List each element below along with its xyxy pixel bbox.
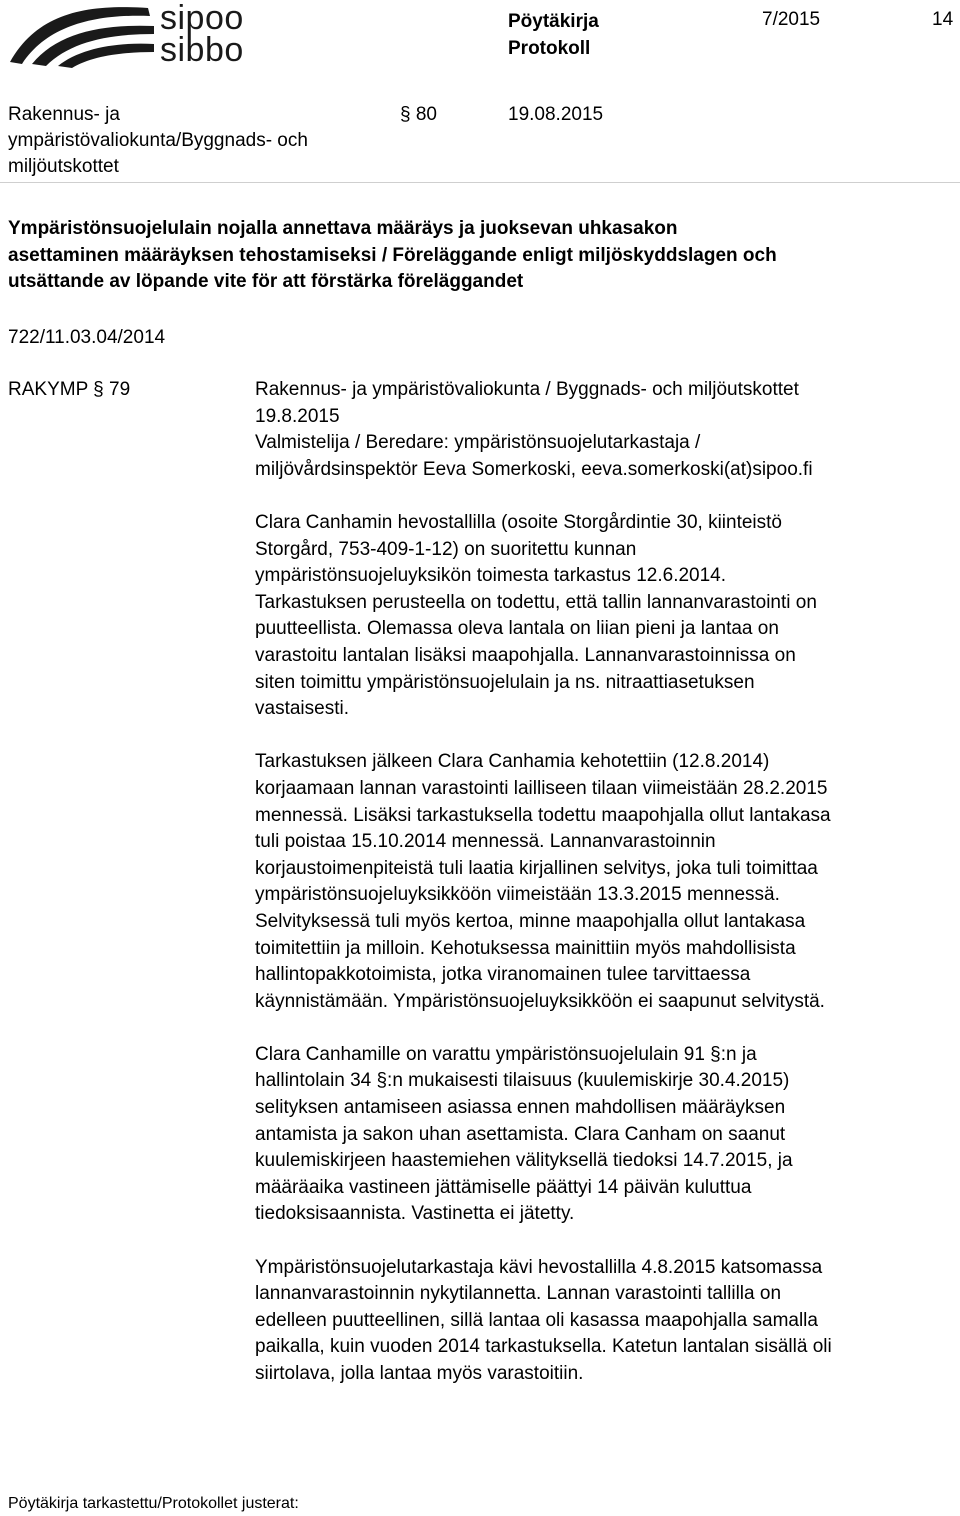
previous-handling-label: RAKYMP § 79 [8, 379, 131, 400]
meeting-organ [8, 102, 388, 180]
document-number: 7/2015 [762, 9, 821, 30]
document-type [508, 8, 599, 62]
p1-line: ympäristönsuojeluyksikön toimesta tarkastus 12.6.2014. [255, 565, 727, 587]
p3-line: Clara Canhamille on varattu ympäristönsuojelulain 91 §:n ja [255, 1043, 757, 1065]
item-body [255, 510, 960, 1414]
title-line-1: Ympäristönsuojelulain nojalla annettava määräys ja juoksevan uhkasakon [8, 218, 678, 239]
organ-line-3: miljöutskottet [8, 156, 119, 177]
previous-organ: Rakennus- ja ympäristövaliokunta / Byggnads- och miljöutskottet [255, 379, 799, 400]
title-line-2: asettaminen määräyksen tehostamiseksi / Föreläggande enligt miljöskyddslagen och [8, 244, 777, 266]
p3-line: kuulemiskirjeen haastemiehen välityksellä tiedoksi 14.7.2015, ja [255, 1150, 793, 1172]
p4-line: paikalla, kuin vuoden 2014 tarkastuksella. Katetun lantalan sisällä oli [255, 1336, 832, 1358]
sipoo-logo-mark-icon [8, 2, 158, 70]
p3-line: antamista ja sakon uhan asettamista. Clara Canham on saanut [255, 1123, 786, 1145]
previous-handling [255, 377, 955, 483]
p1-line: siten toimittu ympäristönsuojelulain ja ns. nitraattiasetuksen [255, 671, 755, 693]
footer-verification: Pöytäkirja tarkastettu/Protokollet justerat: [8, 1495, 299, 1512]
logo-word-2: sibbo [160, 31, 244, 69]
document-type-fi: Pöytäkirja [508, 11, 599, 32]
p3-line: tiedoksisaannista. Vastinetta ei jätetty. [255, 1203, 575, 1225]
logo-word-1: sipoo [160, 0, 244, 37]
logo-wordmark [160, 0, 244, 69]
paragraph-3 [255, 1042, 960, 1228]
paragraph-2 [255, 749, 960, 1015]
p3-line: selityksen antamiseen asiassa ennen mahdollisen määräyksen [255, 1097, 786, 1119]
p4-line: siirtolava, jolla lantaa myös varastoitiin. [255, 1363, 584, 1384]
meeting-date: 19.08.2015 [508, 104, 604, 125]
p1-line: varastoitu lantalan lisäksi maapohjalla. Lannanvarastoinnissa on [255, 644, 796, 666]
p2-line: hallintopakkotoimista, jotka viranomainen tulee tarvittaessa [255, 964, 751, 986]
title-line-3: utsättande av löpande vite för att förstärka föreläggandet [8, 271, 524, 292]
p2-line: käynnistämään. Ympäristönsuojeluyksikköön ei saapunut selvitystä. [255, 990, 825, 1012]
item-title [8, 216, 953, 296]
paragraph-1 [255, 510, 960, 723]
p2-line: Selvityksessä tuli myös kertoa, minne maapohjalla ollut lantakasa [255, 910, 806, 932]
page-number: 14 [932, 9, 954, 30]
paragraph-number: § 80 [400, 104, 437, 125]
preparer-line-1: Valmistelija / Beredare: ympäristönsuojelutarkastaja / [255, 432, 701, 453]
p2-line: korjaamaan lannan varastointi lailliseen tilaan viimeistään 28.2.2015 [255, 777, 828, 799]
document-type-sv: Protokoll [508, 38, 591, 59]
organ-line-2: ympäristövaliokunta/Byggnads- och [8, 130, 308, 151]
p2-line: ympäristönsuojeluyksikköön viimeistään 13.3.2015 mennessä. [255, 884, 780, 906]
p3-line: hallintolain 34 §:n mukaisesti tilaisuus (kuulemiskirje 30.4.2015) [255, 1070, 790, 1092]
preparer-line-2: miljövårdsinspektör Eeva Somerkoski, eeva.somerkoski(at)sipoo.fi [255, 458, 813, 480]
p4-line: Ympäristönsuojelutarkastaja kävi hevostallilla 4.8.2015 katsomassa [255, 1256, 823, 1278]
p2-line: Tarkastuksen jälkeen Clara Canhamia kehotettiin (12.8.2014) [255, 751, 770, 773]
p1-line: vastaisesti. [255, 698, 349, 720]
header-divider [0, 182, 960, 183]
p2-line: tuli poistaa 15.10.2014 mennessä. Lannanvarastoinnin [255, 831, 716, 853]
p1-line: puutteellista. Olemassa oleva lantala on liian pieni ja lantaa on [255, 618, 779, 640]
p4-line: lannanvarastoinnin nykytilannetta. Lannan varastointi tallilla on [255, 1283, 782, 1305]
reference-number: 722/11.03.04/2014 [8, 327, 166, 348]
p3-line: määräaika vastineen jättämiselle päättyi 14 päivän kuluttua [255, 1176, 752, 1198]
p2-line: toimitettiin ja milloin. Kehotuksessa mainittiin myös mahdollisista [255, 937, 796, 959]
p4-line: edelleen puutteellinen, sillä lantaa oli kasassa maapohjalla samalla [255, 1309, 818, 1331]
p1-line: Storgård, 753-409-1-12) on suoritettu kunnan [255, 538, 637, 560]
p1-line: Tarkastuksen perusteella on todettu, että tallin lannanvarastointi on [255, 591, 817, 613]
p1-line: Clara Canhamin hevostallilla (osoite Storgårdintie 30, kiinteistö [255, 512, 782, 533]
p2-line: korjaustoimenpiteistä tuli laatia kirjallinen selvitys, joka tuli toimittaa [255, 857, 818, 879]
organ-line-1: Rakennus- ja [8, 104, 120, 125]
p2-line: mennessä. Lisäksi tarkastuksella todettu maapohjalla ollut lantakasa [255, 804, 831, 826]
paragraph-4 [255, 1255, 960, 1388]
previous-date: 19.8.2015 [255, 405, 340, 427]
